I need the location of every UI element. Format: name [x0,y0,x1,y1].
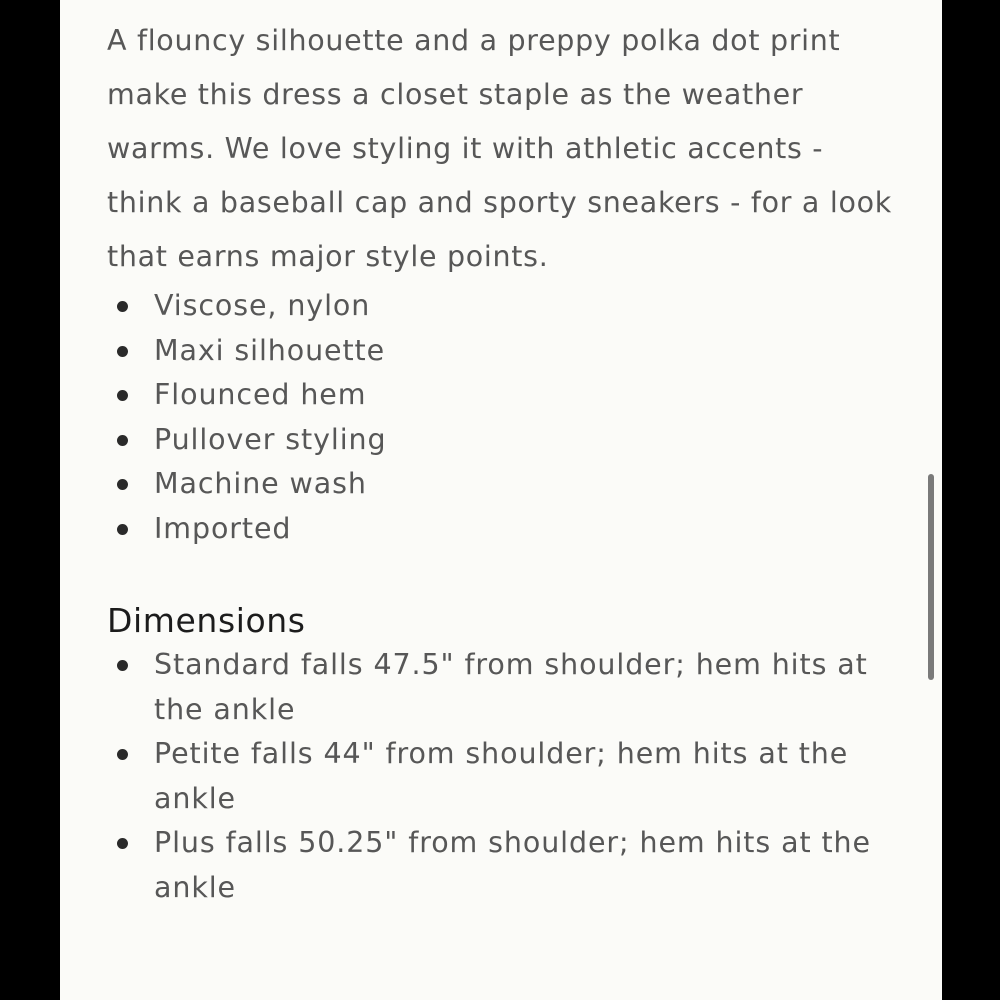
feature-list [107,284,907,551]
feature-list-item: Machine wash [107,462,907,507]
product-details-content [107,14,907,910]
dimension-list-item: Standard falls 47.5" from shoulder; hem hits at the ankle [107,643,907,732]
vertical-scrollbar[interactable] [928,474,934,680]
dimension-list-item: Petite falls 44" from shoulder; hem hits at the ankle [107,732,907,821]
feature-list-item: Viscose, nylon [107,284,907,329]
feature-list-item: Imported [107,507,907,552]
product-description: A flouncy silhouette and a preppy polka dot print make this dress a closet staple as the weather warms. We love styling it with athletic accents - think a baseball cap and sporty sneakers - for a look that earns major style points. [107,24,892,273]
dimensions-list [107,643,907,910]
product-details-panel [60,0,942,1000]
feature-list-item: Maxi silhouette [107,329,907,374]
dimension-list-item: Plus falls 50.25" from shoulder; hem hits at the ankle [107,821,907,910]
feature-list-item: Flounced hem [107,373,907,418]
feature-list-item: Pullover styling [107,418,907,463]
dimensions-heading: Dimensions [107,601,306,640]
